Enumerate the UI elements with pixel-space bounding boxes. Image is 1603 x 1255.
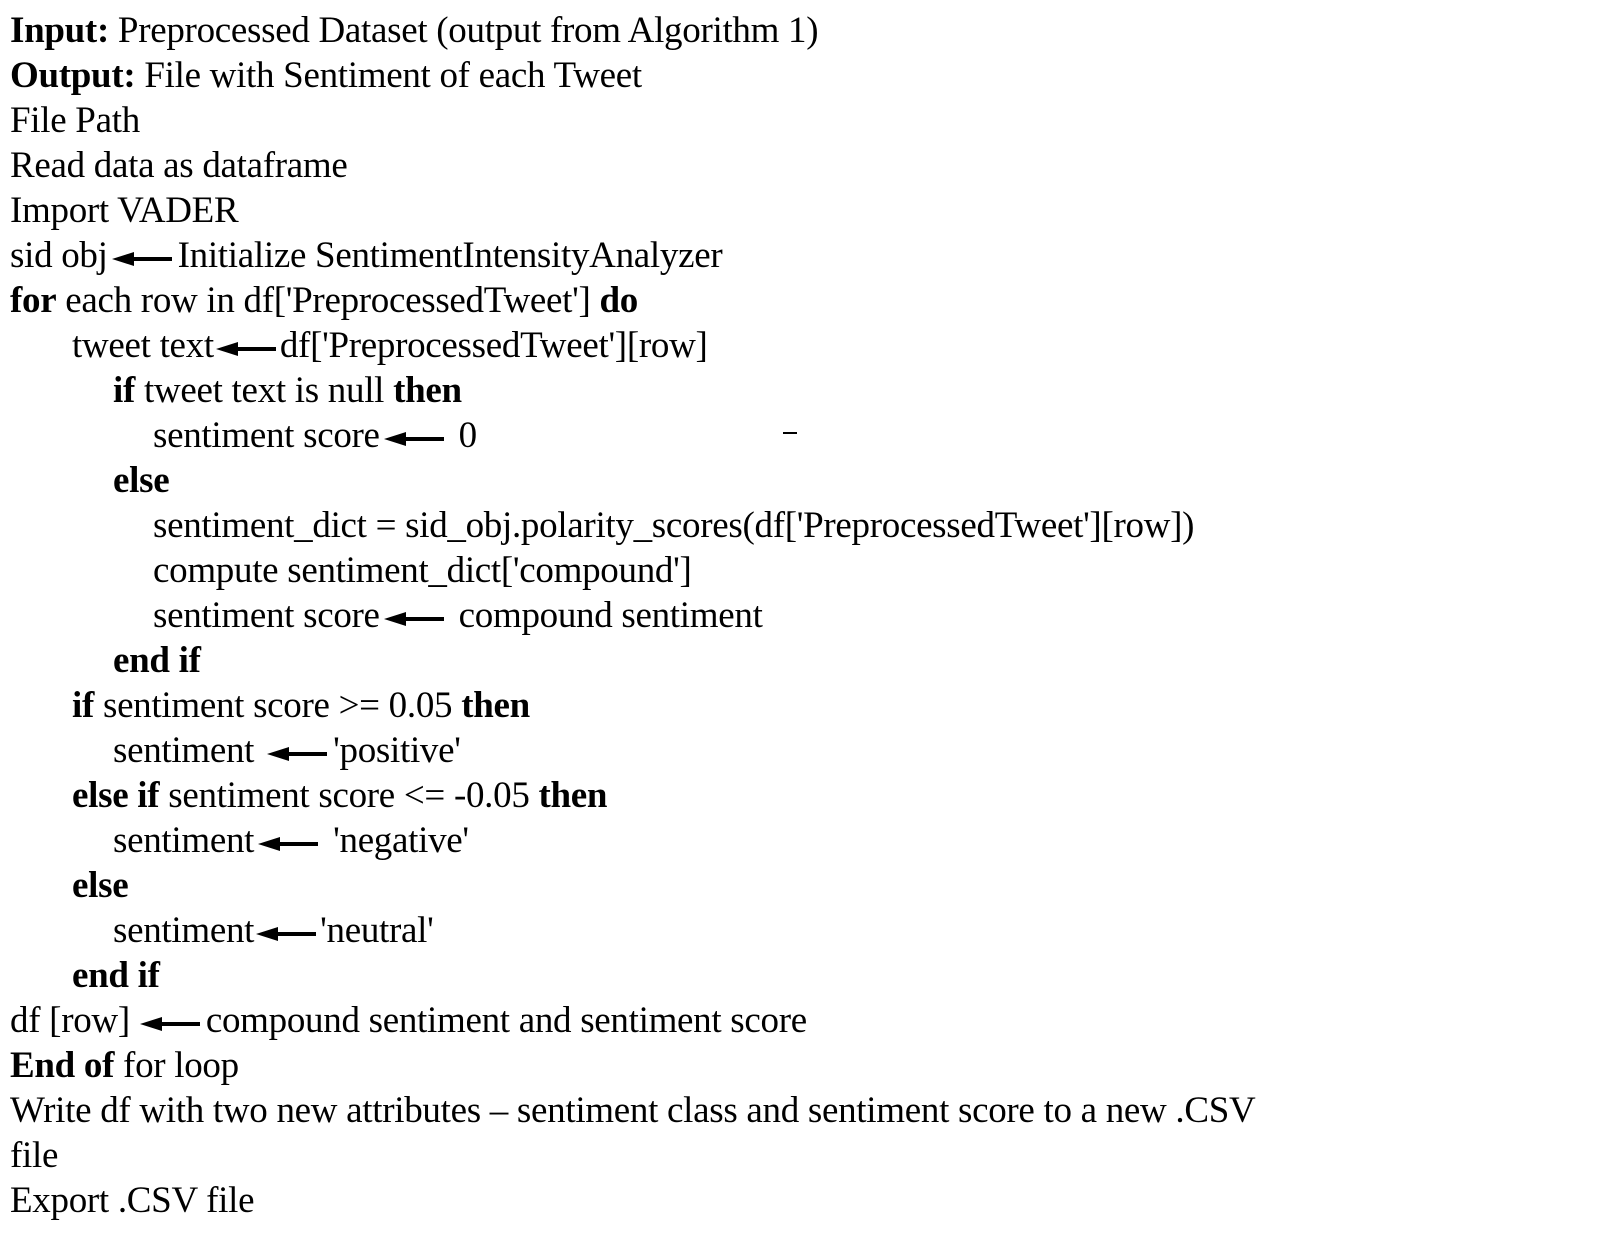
neutral-line — [113, 908, 434, 953]
end-if-line: end if — [113, 640, 201, 681]
keyword: do — [599, 280, 638, 321]
file-line: file — [10, 1135, 59, 1176]
text: each row in df['PreprocessedTweet'] — [56, 280, 600, 321]
if-positive-line — [72, 683, 530, 728]
else-if-line — [72, 773, 607, 818]
left-arrow-icon — [258, 834, 320, 854]
positive-line — [113, 728, 461, 773]
text: tweet text is null — [135, 370, 394, 411]
text: for loop — [114, 1045, 239, 1086]
init-line — [10, 233, 722, 278]
text: df [row] — [10, 1000, 130, 1041]
negative-line — [113, 818, 469, 863]
tweet-text-line — [72, 323, 708, 368]
text: sentiment — [113, 730, 264, 771]
text: sentiment score <= -0.05 — [159, 775, 539, 816]
text: df['PreprocessedTweet'][row] — [279, 325, 708, 366]
stray-dash — [783, 432, 797, 434]
text: sentiment score — [153, 415, 380, 456]
input-line — [10, 8, 818, 53]
file-path-line: File Path — [10, 100, 140, 141]
keyword: then — [538, 775, 608, 816]
text: 'negative' — [324, 820, 469, 861]
keyword: if — [72, 685, 95, 726]
text: Initialize SentimentIntensityAnalyzer — [177, 235, 723, 276]
text: sentiment score >= 0.05 — [94, 685, 462, 726]
input-label: Input: — [10, 10, 109, 51]
text: tweet text — [72, 325, 214, 366]
polarity-line: sentiment_dict = sid_obj.polarity_scores(df['PreprocessedTweet'][row]) — [153, 505, 1195, 546]
write-line: Write df with two new attributes – sentiment class and sentiment score to a new .CSV — [10, 1090, 1256, 1131]
import-line: Import VADER — [10, 190, 239, 231]
keyword: End of — [10, 1045, 115, 1086]
export-line: Export .CSV file — [10, 1180, 255, 1221]
output-text: File with Sentiment of each Tweet — [135, 55, 642, 96]
score-zero-line — [153, 413, 477, 458]
read-data-line: Read data as dataframe — [10, 145, 348, 186]
score-compound-line — [153, 593, 763, 638]
text: sid obj — [10, 235, 108, 276]
end-for-line — [10, 1043, 239, 1088]
else-line-2: else — [72, 865, 129, 906]
keyword: for — [10, 280, 57, 321]
text: compound sentiment — [449, 595, 763, 636]
left-arrow-icon — [384, 429, 446, 449]
df-row-line — [10, 998, 807, 1043]
left-arrow-icon — [256, 924, 318, 944]
left-arrow-icon — [140, 1014, 202, 1034]
left-arrow-icon — [216, 339, 278, 359]
end-if-line-2: end if — [72, 955, 160, 996]
text: sentiment — [113, 910, 255, 951]
left-arrow-icon — [384, 609, 446, 629]
keyword: then — [393, 370, 462, 411]
left-arrow-icon — [267, 744, 329, 764]
else-line: else — [113, 460, 170, 501]
text: sentiment score — [153, 595, 380, 636]
text: 'positive' — [333, 730, 461, 771]
input-text: Preprocessed Dataset (output from Algorithm 1) — [108, 10, 819, 51]
keyword: if — [113, 370, 136, 411]
keyword: then — [461, 685, 530, 726]
output-line — [10, 53, 642, 98]
if-null-line — [113, 368, 462, 413]
keyword: else if — [72, 775, 160, 816]
text: sentiment — [113, 820, 255, 861]
text: compound sentiment and sentiment score — [205, 1000, 807, 1041]
left-arrow-icon — [112, 249, 174, 269]
output-label: Output: — [10, 55, 136, 96]
text: 'neutral' — [320, 910, 434, 951]
compute-line: compute sentiment_dict['compound'] — [153, 550, 692, 591]
for-line — [10, 278, 638, 323]
text: 0 — [449, 415, 477, 456]
